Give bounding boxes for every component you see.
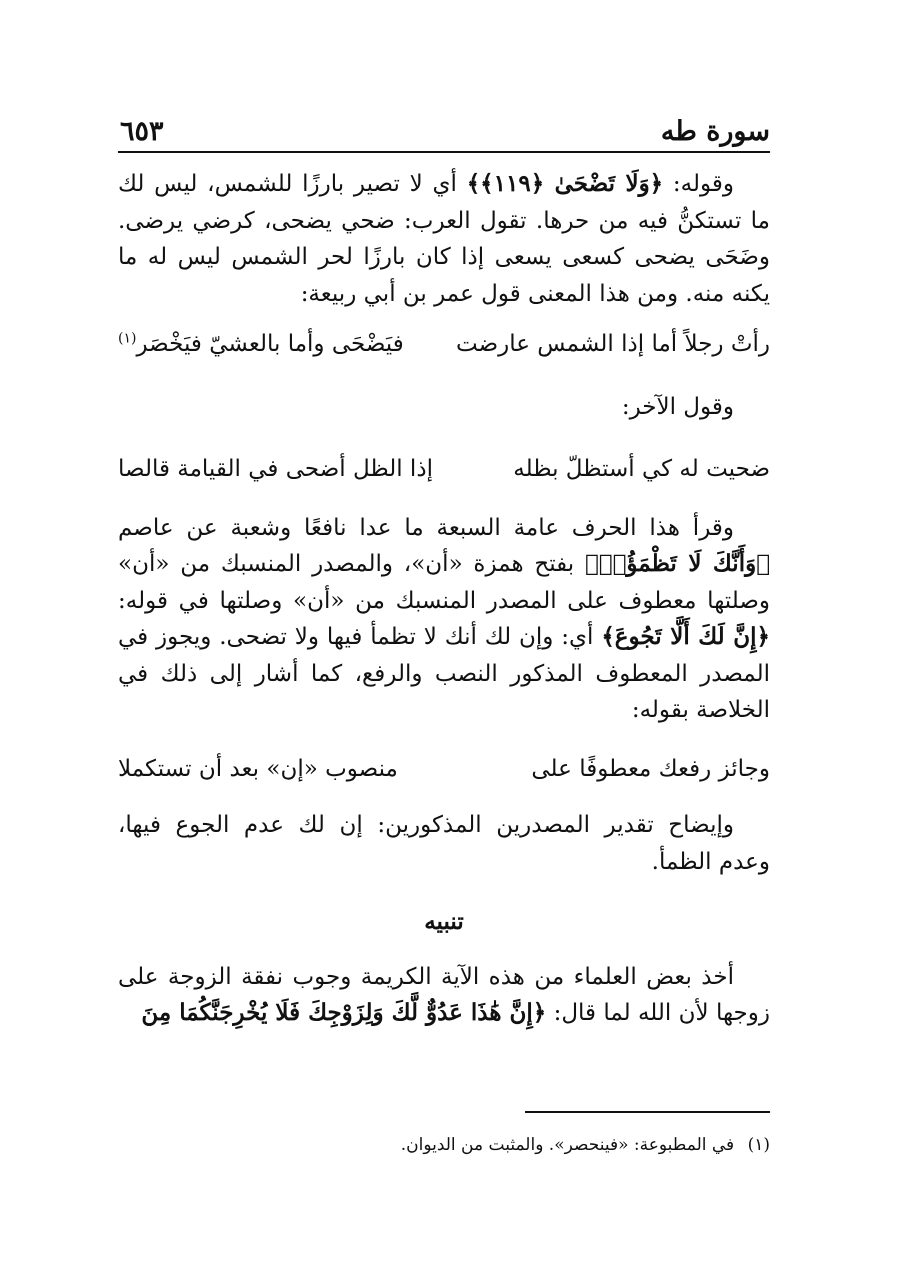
poetry-verse-3 bbox=[118, 751, 770, 788]
poetry-verse-1 bbox=[118, 326, 770, 363]
paragraph-3-part-2: بفتح همزة «أن»، والمصدر المنسبك من «أن» وصلتها معطوف على المصدر المنسبك من «أن» وصلتها في قوله: bbox=[118, 551, 770, 614]
paragraph-1-intro: وقوله: bbox=[663, 171, 735, 197]
paragraph-5 bbox=[118, 959, 770, 1032]
paragraph-3-part-1: وقرأ هذا الحرف عامة السبعة ما عدا نافعًا وشعبة عن عاصم bbox=[118, 514, 734, 541]
paragraph-5-body: أخذ بعض العلماء من هذه الآية الكريمة وجوب نفقة الزوجة على زوجها لأن الله لما قال: bbox=[118, 963, 770, 1026]
quran-quote-2: ﴿وَأَنَّكَ لَا تَظْمَؤُا۟﴾ bbox=[584, 550, 770, 577]
main-text bbox=[118, 166, 770, 1032]
quran-quote-4: ﴿إِنَّ هَٰذَا عَدُوٌّ لَّكَ وَلِزَوْجِكَ فَلَا يُخْرِجَنَّكُمَا مِنَ bbox=[141, 999, 547, 1026]
quran-quote-3: ﴿إِنَّ لَكَ أَلَّا تَجُوعَ﴾ bbox=[601, 623, 770, 650]
verse-2-second-hemistich: إذا الظل أضحى في القيامة قالصا bbox=[118, 456, 433, 482]
footnote-number: (١) bbox=[747, 1135, 770, 1155]
paragraph-1 bbox=[118, 166, 770, 312]
footnote bbox=[118, 1130, 770, 1160]
poetry-verse-2 bbox=[118, 451, 770, 488]
surah-title: سورة طه bbox=[660, 116, 770, 147]
paragraph-4: وإيضاح تقدير المصدرين المذكورين: إن لك عدم الجوع فيها، وعدم الظمأ. bbox=[118, 812, 770, 875]
verse-2-first-hemistich: ضحيت له كي أستظلّ بظله bbox=[513, 456, 770, 482]
header-divider bbox=[118, 151, 770, 153]
verse-3-second-hemistich: منصوب «إن» بعد أن تستكملا bbox=[118, 755, 398, 782]
paragraph-2: وقول الآخر: bbox=[621, 393, 734, 420]
book-page bbox=[118, 0, 770, 1271]
footnote-divider bbox=[525, 1111, 770, 1113]
page-header bbox=[118, 112, 770, 152]
paragraph-1-body: أي لا تصير بارزًا للشمس، ليس لك ما تستكنُّ فيه من حرها. تقول العرب: ضحي يضحى، كرضي يرضى. وضَحَى يضحى كسعى يسعى إذا كان بارزًا لحر الشمس ليس له ما يكنه منه. ومن هذا المعنى قول عمر بن أبي ربيعة: bbox=[118, 171, 770, 307]
footnote-text: في المطبوعة: «فينحصر». والمثبت من الديوان. bbox=[400, 1135, 735, 1155]
section-heading: تنبيه bbox=[424, 908, 464, 935]
page-number: ٦٥٣ bbox=[120, 116, 164, 147]
verse-1-second-text: فيَضْحَى وأما بالعشيّ فيَخْصَر bbox=[136, 331, 404, 357]
verse-1-first-hemistich: رأتْ رجلاً أما إذا الشمس عارضت bbox=[456, 331, 770, 357]
quran-quote-1: ﴿وَلَا تَضْحَىٰ ﴿١١٩﴾﴾ bbox=[466, 170, 664, 197]
footnote-reference: (١) bbox=[118, 330, 137, 347]
verse-1-second-hemistich bbox=[118, 326, 404, 363]
paragraph-3-part-3: أي: وإن لك أنك لا تظمأ فيها ولا تضحى. ويجوز في المصدر المعطوف المذكور النصب والرفع، كما أشار إلى ذلك في الخلاصة بقوله: bbox=[118, 624, 770, 723]
verse-3-first-hemistich: وجائز رفعك معطوفًا على bbox=[531, 755, 770, 782]
paragraph-3 bbox=[118, 510, 770, 729]
